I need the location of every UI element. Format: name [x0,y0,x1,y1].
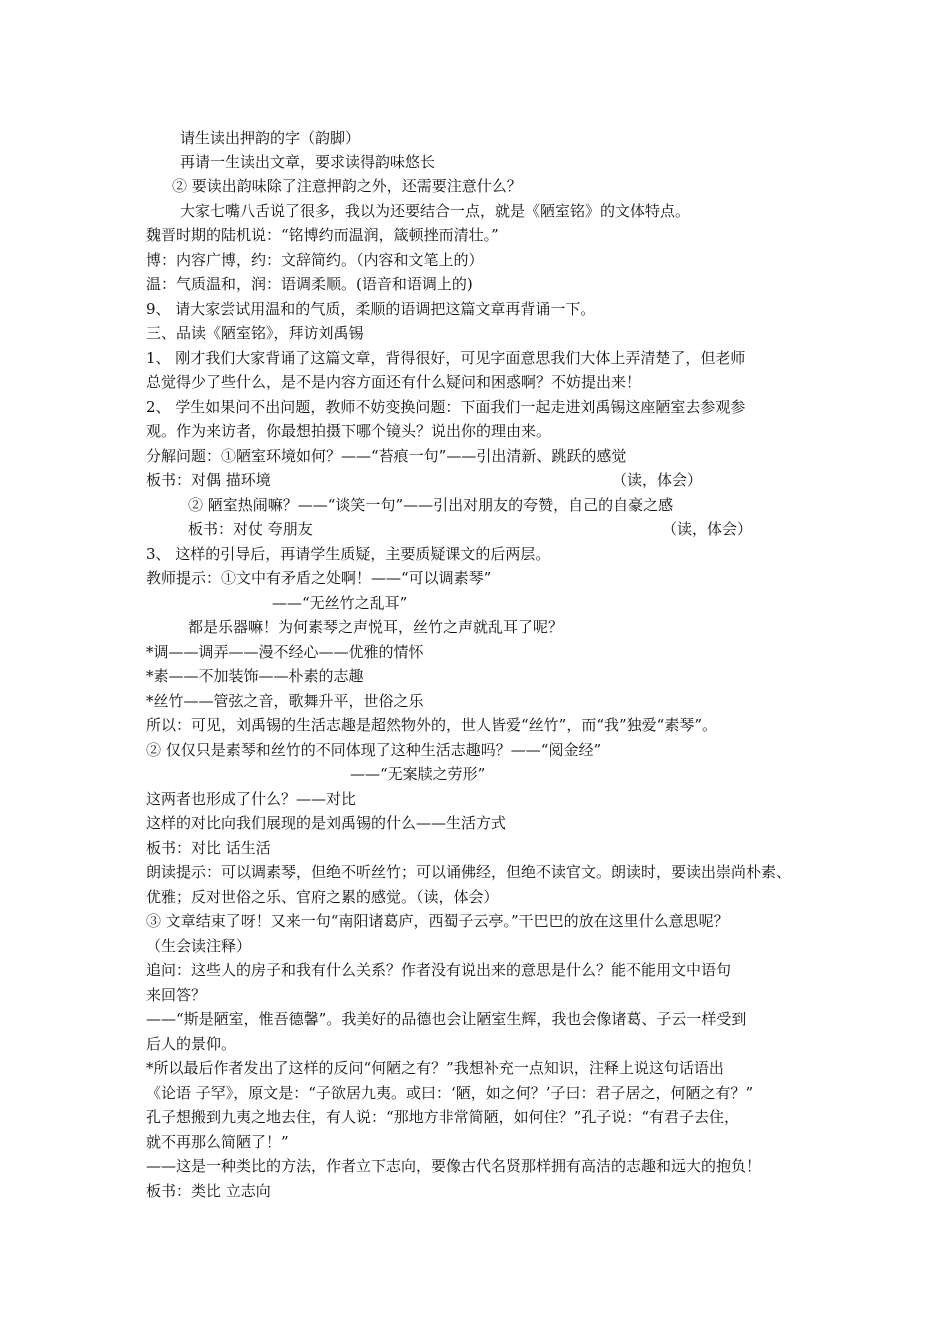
text-line: 魏晋时期的陆机说：“铭博约而温润，箴顿挫而清壮。” [146,226,499,244]
text-line: *素——不加装饰——朴素的志趣 [146,667,364,685]
board-note: 板书：类比 立志向 [146,1182,271,1200]
text-line: *所以最后作者发出了这样的反问“何陋之有？”我想补充一点知识，注释上说这句话语出 [146,1059,724,1077]
text-line: ② 要读出韵味除了注意押韵之外，还需要注意什么？ [172,177,522,195]
text-line: 就不再那么简陋了！” [146,1133,289,1151]
text-line: ——“无案牍之劳形” [350,765,486,783]
text-line: 优雅；反对世俗之乐、官府之累的感觉。（读，体会） [146,888,499,906]
text-line: ——这是一种类比的方法，作者立下志向，要像古代名贤那样拥有高洁的志趣和远大的抱负！ [146,1157,762,1175]
text-line: 请生读出押韵的字（韵脚） [180,129,361,147]
text-line: 《论语 子罕》，原文是：“子欲居九夷。或曰：‘陋，如之何？’子曰：君子居之，何陋之有？” [146,1084,754,1102]
text-line: *调——调弄——漫不经心——优雅的情怀 [146,643,424,661]
text-line: ② 仅仅只是素琴和丝竹的不同体现了这种生活志趣吗？——“阅金经” [146,741,602,759]
text-line: 观。作为来访者，你最想拍摄下哪个镜头？说出你的理由来。 [146,422,552,440]
text-line: 3、 这样的引导后，再请学生质疑，主要质疑课文的后两层。 [146,545,551,563]
read-note: （读，体会） [662,520,753,538]
text-line: 孔子想搬到九夷之地去住，有人说：“那地方非常简陋，如何住？”孔子说：“有君子去住， [146,1108,740,1126]
text-line: 追问：这些人的房子和我有什么关系？作者没有说出来的意思是什么？能不能用文中语句 [146,961,732,979]
text-line: 再请一生读出文章，要求读得韵味悠长 [180,153,436,171]
text-line: （生会读注释） [146,937,252,955]
text-line: ② 陋室热闹嘛？——“谈笑一句”——引出对朋友的夸赞，自己的自豪之感 [188,496,674,514]
text-line: 分解问题：①陋室环境如何？——“苔痕一句”——引出清新、跳跃的感觉 [146,447,627,465]
board-note: 板书：对仗 夸朋友 [188,520,313,538]
text-line: 9、 请大家尝试用温和的气质，柔顺的语调把这篇文章再背诵一下。 [146,300,596,318]
text-line: 教师提示：①文中有矛盾之处啊！——“可以调素琴” [146,569,492,587]
text-line: 总觉得少了些什么，是不是内容方面还有什么疑问和困惑啊？不妨提出来！ [146,373,642,391]
text-line: 这样的对比向我们展现的是刘禹锡的什么——生活方式 [146,814,507,832]
section-heading: 三、品读《陋室铭》，拜访刘禹锡 [146,324,364,342]
text-line: ——“无丝竹之乱耳” [272,594,408,612]
text-line: ——“斯是陋室，惟吾德馨”。我美好的品德也会让陋室生辉，我也会像诸葛、子云一样受到 [146,1010,747,1028]
board-note: 板书：对比 话生活 [146,839,271,857]
text-line: 博：内容广博，约：文辞简约。（内容和文笔上的） [146,251,484,269]
text-line: 这两者也形成了什么？——对比 [146,790,357,808]
text-line: 后人的景仰。 [146,1035,237,1053]
text-line: 都是乐器嘛！为何素琴之声悦耳，丝竹之声就乱耳了呢？ [188,618,564,636]
text-line: 大家七嘴八舌说了很多，我以为还要结合一点，就是《陋室铭》的文体特点。 [180,202,691,220]
text-line: 2、 学生如果问不出问题，教师不妨变换问题：下面我们一起走进刘禹锡这座陋室去参观参 [146,398,746,416]
text-line: 来回答？ [146,986,207,1004]
read-note: （读，体会） [612,471,703,489]
text-line: 温：气质温和，润：语调柔顺。(语音和语调上的) [146,275,473,293]
text-line: 朗读提示：可以调素琴，但绝不听丝竹；可以诵佛经，但绝不读官文。朗读时，要读出崇尚朴素、 [146,863,792,881]
text-line: ③ 文章结束了呀！又来一句“南阳诸葛庐，西蜀子云亭。”干巴巴的放在这里什么意思呢？ [146,912,729,930]
text-line: 所以：可见，刘禹锡的生活志趣是超然物外的，世人皆爱“丝竹”，而“我”独爱“素琴”。 [146,716,718,734]
text-line: 1、 刚才我们大家背诵了这篇文章，背得很好，可见字面意思我们大体上弄清楚了，但老师 [146,349,746,367]
board-note: 板书：对偶 描环境 [146,471,271,489]
text-line: *丝竹——管弦之音，歌舞升平，世俗之乐 [146,692,424,710]
